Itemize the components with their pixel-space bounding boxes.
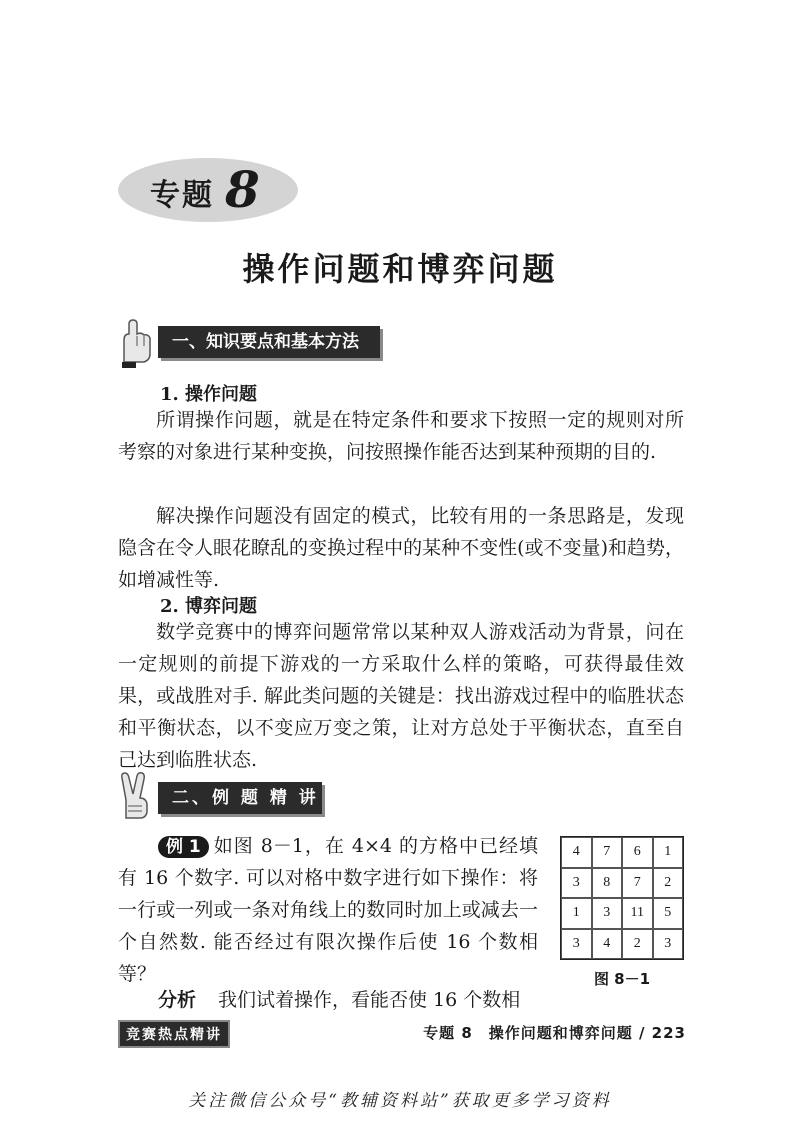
figure-caption: 图 8－1 (593, 970, 651, 988)
page-title: 操作问题和博弈问题 (242, 250, 558, 288)
footer-series-label: 竞赛热点精讲 (118, 1020, 230, 1048)
grid-cell: 4 (592, 929, 623, 960)
grid-cell: 3 (561, 868, 592, 899)
analysis-text: 我们试着操作，看能否使 16 个数相 (218, 989, 521, 1011)
analysis-line (118, 984, 520, 1016)
example-body: 如图 8－1，在 4×4 的方格中已经填有 16 个数字. 可以对格中数字进行如下操作：将一行或一列或一条对角线上的数同时加上或减去一个自然数. 能否经过有限次操作后使 16 个数相等？ (118, 835, 538, 985)
number-grid-figure (560, 836, 684, 960)
watermark-text: 关注微信公众号“教辅资料站”获取更多学习资料 (188, 1091, 612, 1111)
paragraph-game-theory: 数学竞赛中的博弈问题常常以某种双人游戏活动为背景，问在一定规则的前提下游戏的一方采取什么样的策略，可获得最佳效果，或战胜对手. 解此类问题的关键是：找出游戏过程中的临胜状态和平衡状态，以不变应万变之策，让对方总处于平衡状态，直至自己达到临胜状态. (118, 621, 684, 771)
pointing-hand-icon (116, 318, 154, 370)
subheading-operation: 1. 操作问题 (160, 384, 258, 405)
grid-cell: 7 (592, 837, 623, 868)
section-2-banner: 二、例 题 精 讲 (158, 782, 322, 814)
grid-cell: 1 (653, 837, 684, 868)
paragraph-operation-method: 解决操作问题没有固定的模式，比较有用的一条思路是，发现隐含在令人眼花瞭乱的变换过程中的某种不变性(或不变量)和趋势，如增减性等. (118, 505, 684, 591)
grid-cell: 2 (622, 929, 653, 960)
paragraph-operation-definition: 所谓操作问题，就是在特定条件和要求下按照一定的规则对所考察的对象进行某种变换，问按照操作能否达到某种预期的目的. (118, 409, 684, 463)
grid-cell: 5 (653, 898, 684, 929)
subheading-game: 2. 博弈问题 (160, 596, 258, 617)
grid-cell: 3 (653, 929, 684, 960)
chapter-label: 专题 (150, 178, 214, 213)
example-badge: 例 1 (158, 836, 209, 858)
victory-hand-icon (116, 770, 154, 824)
grid-cell: 8 (592, 868, 623, 899)
grid-cell: 6 (622, 837, 653, 868)
grid-cell: 7 (622, 868, 653, 899)
grid-cell: 4 (561, 837, 592, 868)
grid-cell: 3 (561, 929, 592, 960)
chapter-number: 8 (225, 160, 260, 219)
analysis-label: 分析 (158, 989, 197, 1011)
footer-page-info: 专题 8 操作问题和博弈问题 / 223 (423, 1024, 686, 1042)
grid-cell: 3 (592, 898, 623, 929)
section-1-banner: 一、知识要点和基本方法 (158, 326, 380, 358)
grid-cell: 1 (561, 898, 592, 929)
example-1-text (118, 830, 538, 990)
grid-cell: 11 (622, 898, 653, 929)
grid-cell: 2 (653, 868, 684, 899)
